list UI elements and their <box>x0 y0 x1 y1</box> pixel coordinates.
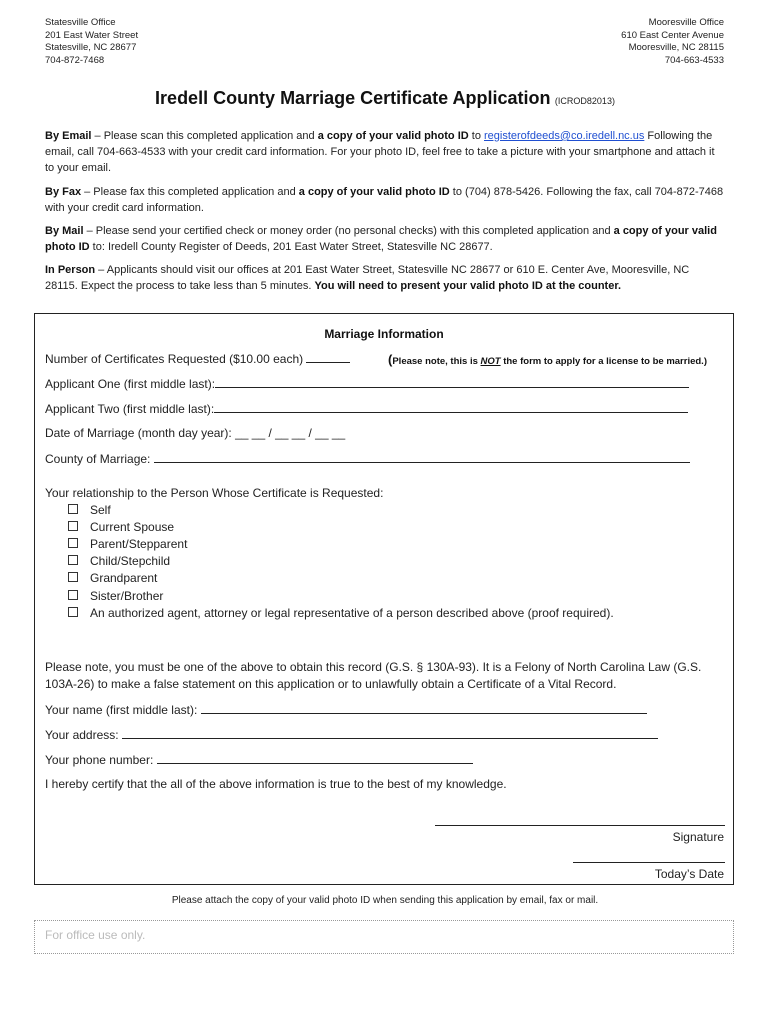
checkbox-sibling[interactable] <box>68 590 78 600</box>
your-address-label: Your address: <box>45 728 119 742</box>
office-line: 610 East Center Avenue <box>621 29 724 41</box>
fax-bold: a copy of your valid photo ID <box>298 186 450 198</box>
applicant-one-label: Applicant One (first middle last): <box>45 377 216 391</box>
date-of-marriage-label: Date of Marriage (month day year): <box>45 426 232 440</box>
email-label: By Email <box>45 130 92 142</box>
applicant-one-row <box>45 376 689 391</box>
checkbox-grandparent[interactable] <box>68 572 78 582</box>
todays-date-line[interactable] <box>573 862 725 863</box>
note-not: NOT <box>480 356 501 367</box>
page-title <box>0 88 770 109</box>
title-code: (ICROD82013) <box>554 96 615 106</box>
county-label: County of Marriage: <box>45 452 151 466</box>
email-text: – Please scan this completed application and <box>91 130 318 142</box>
relationship-option-grandparent <box>68 571 157 585</box>
license-note <box>388 352 707 367</box>
applicant-two-label: Applicant Two (first middle last): <box>45 402 215 416</box>
mail-bold: a copy of your valid photo ID <box>45 225 717 253</box>
option-label: Current Spouse <box>90 520 175 534</box>
checkbox-self[interactable] <box>68 504 78 514</box>
email-text-3: Following the email, call 704-663-4533 with your credit card information. For your photo ID, feel free to take a picture with your smartphone and attach it to your email. <box>45 130 715 174</box>
office-line: Statesville, NC 28677 <box>45 42 137 53</box>
county-row <box>45 451 690 466</box>
mail-instructions <box>45 223 725 255</box>
office-line: 704-872-7468 <box>45 54 105 66</box>
email-text-2: to <box>468 130 484 142</box>
in-person-instructions <box>45 262 725 294</box>
fax-label: By Fax <box>45 186 82 198</box>
title-text: Iredell County Marriage Certificate Application <box>155 88 551 108</box>
your-phone-field[interactable] <box>157 752 473 764</box>
applicant-one-field[interactable] <box>215 376 689 388</box>
mail-label: By Mail <box>45 225 84 237</box>
mooresville-office-address <box>621 17 724 67</box>
num-certificates-label: Number of Certificates Requested ($10.00 each) <box>45 352 304 366</box>
todays-date-label: Today’s Date <box>654 867 724 881</box>
fax-instructions <box>45 184 725 216</box>
option-label: Parent/Stepparent <box>90 537 188 551</box>
email-bold: a copy of your valid photo ID <box>317 130 469 142</box>
your-address-field[interactable] <box>122 727 658 739</box>
person-label: In Person <box>45 264 96 276</box>
certify-statement: I hereby certify that the all of the above information is true to the best of my knowledge. <box>45 777 507 791</box>
legal-note: Please note, you must be one of the above to obtain this record (G.S. § 130A-93). It is a Felony of North Carolina Law (G.S. 103A-26) to make a false statement on this application or to unlawfully obtain a Certificate of a Vital Record. <box>45 660 702 691</box>
checkbox-current-spouse[interactable] <box>68 521 78 531</box>
office-use-box <box>34 920 734 954</box>
statesville-office-address <box>45 17 138 67</box>
num-certificates-field[interactable] <box>306 351 350 363</box>
relationship-option-child <box>68 554 170 568</box>
note-pre: Please note, this is <box>392 356 481 367</box>
relationship-option-agent <box>68 606 614 620</box>
date-of-marriage-field[interactable]: __ __ / __ __ / __ __ <box>235 426 346 440</box>
relationship-option-parent <box>68 537 187 551</box>
option-label: Sister/Brother <box>90 589 164 603</box>
note-paren: ( <box>388 352 393 367</box>
section-title: Marriage Information <box>324 327 444 341</box>
your-name-row <box>45 702 647 717</box>
office-line: Statesville Office <box>45 17 116 28</box>
office-line: Mooresville Office <box>648 17 724 28</box>
email-instructions <box>45 128 725 176</box>
fax-text: – Please fax this completed application and <box>81 186 299 198</box>
date-of-marriage-row <box>45 426 345 440</box>
option-label: Self <box>90 503 111 517</box>
fax-text-2: to (704) 878-5426. Following the fax, call 704-872-7468 with your credit card information. <box>45 186 724 214</box>
option-label: An authorized agent, attorney or legal representative of a person described above (proof required). <box>90 606 614 620</box>
num-certificates-row <box>45 351 350 366</box>
checkbox-agent[interactable] <box>68 607 78 617</box>
option-label: Child/Stepchild <box>90 554 171 568</box>
person-bold: You will need to present your valid photo ID at the counter. <box>314 280 622 292</box>
applicant-two-row <box>45 401 688 416</box>
checkbox-parent[interactable] <box>68 538 78 548</box>
email-link[interactable]: registerofdeeds@co.iredell.nc.us <box>484 130 645 142</box>
mail-text: – Please send your certified check or money order (no personal checks) with this completed application and <box>83 225 614 237</box>
person-text: – Applicants should visit our offices at 201 East Water Street, Statesville NC 28677 or 610 E. Center Ave, Mooresville, NC 28115. Expect the process to take less than 5 minutes. <box>45 264 690 292</box>
office-line: Mooresville, NC 28115 <box>628 42 724 53</box>
relationship-option-self <box>68 503 111 517</box>
attach-note: Please attach the copy of your valid photo ID when sending this application by email, fax or mail. <box>171 895 599 906</box>
relationship-option-sibling <box>68 589 163 603</box>
signature-line[interactable] <box>435 825 725 826</box>
relationship-label: Your relationship to the Person Whose Certificate is Requested: <box>45 486 384 500</box>
office-line: 704-663-4533 <box>664 54 724 66</box>
your-name-label: Your name (first middle last): <box>45 703 198 717</box>
signature-label: Signature <box>672 830 724 844</box>
your-phone-label: Your phone number: <box>45 753 154 767</box>
your-name-field[interactable] <box>201 702 647 714</box>
option-label: Grandparent <box>90 571 158 585</box>
county-field[interactable] <box>154 451 690 463</box>
applicant-two-field[interactable] <box>214 401 688 413</box>
note-post: the form to apply for a license to be married.) <box>500 356 707 367</box>
office-line: 201 East Water Street <box>45 29 139 41</box>
mail-text-2: to: Iredell County Register of Deeds, 201 East Water Street, Statesville NC 28677. <box>89 241 493 253</box>
checkbox-child[interactable] <box>68 555 78 565</box>
your-address-row <box>45 727 658 742</box>
relationship-option-spouse <box>68 520 174 534</box>
your-phone-row <box>45 752 473 767</box>
office-use-label: For office use only. <box>45 928 146 942</box>
